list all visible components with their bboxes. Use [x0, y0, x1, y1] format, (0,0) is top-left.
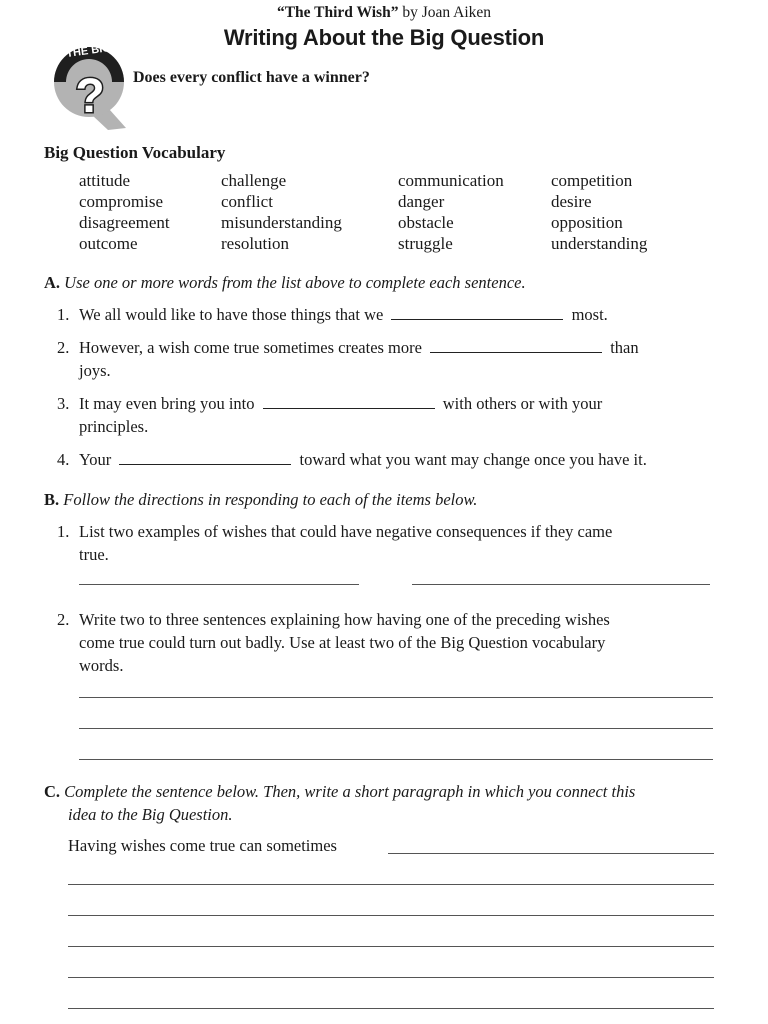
vocab-word: misunderstanding: [221, 213, 342, 232]
answer-line[interactable]: [79, 728, 713, 729]
vocab-word: opposition: [551, 213, 623, 232]
vocab-word: attitude: [79, 171, 130, 190]
section-c-directions: [44, 780, 734, 826]
answer-line[interactable]: [68, 884, 714, 885]
section-c-directions-text: Complete the sentence below. Then, write a short paragraph in which you connect this: [64, 782, 636, 801]
item-number: 2.: [57, 338, 70, 357]
section-b-item-1: [57, 520, 612, 566]
story-title: “The Third Wish”: [276, 4, 399, 21]
answer-line[interactable]: [388, 853, 714, 854]
item-number: 1.: [57, 305, 70, 324]
item-text: List two examples of wishes that could have negative consequences if they came: [79, 522, 613, 541]
big-question-logo-icon: [46, 30, 132, 130]
vocab-word: compromise: [79, 192, 164, 211]
section-a-directions-text: Use one or more words from the list above to complete each sentence.: [64, 273, 526, 292]
vocab-word: desire: [551, 192, 592, 211]
item-number: 4.: [57, 450, 70, 469]
item-number: 2.: [57, 610, 70, 629]
item-number: 3.: [57, 394, 70, 413]
vocab-word: obstacle: [398, 213, 454, 232]
section-c-prompt: Having wishes come true can sometimes: [68, 836, 337, 855]
section-a-letter: A.: [44, 273, 61, 292]
section-b-item-2: [57, 608, 610, 677]
vocab-word: conflict: [221, 192, 273, 211]
answer-line[interactable]: [68, 1008, 714, 1009]
section-b-directions-text: Follow the directions in responding to each of the items below.: [63, 490, 478, 509]
story-line: [0, 4, 768, 22]
vocab-word: danger: [398, 192, 445, 211]
section-b-letter: B.: [44, 490, 60, 509]
page-title: Writing About the Big Question: [223, 25, 545, 50]
section-a-item-1: [57, 303, 608, 326]
logo-text: THE BIG: [65, 41, 112, 61]
section-c-letter: C.: [44, 782, 61, 801]
item-text: than: [610, 338, 639, 357]
item-text-continued: come true could turn out badly. Use at least two of the Big Question vocabulary: [79, 633, 606, 652]
item-text-continued: principles.: [79, 417, 149, 436]
section-a-directions: [44, 273, 526, 293]
item-number: 1.: [57, 522, 70, 541]
answer-line[interactable]: [68, 946, 714, 947]
answer-line[interactable]: [68, 977, 714, 978]
section-a-item-4: [57, 448, 647, 471]
item-text: most.: [571, 305, 608, 324]
vocab-word: communication: [398, 171, 504, 190]
answer-blank[interactable]: [430, 338, 602, 353]
answer-line[interactable]: [412, 584, 710, 585]
vocab-word: outcome: [79, 234, 138, 253]
item-text: However, a wish come true sometimes creates more: [79, 338, 422, 357]
answer-blank[interactable]: [391, 305, 563, 320]
item-text: Your: [79, 450, 112, 469]
vocab-word: struggle: [398, 234, 453, 253]
answer-line[interactable]: [79, 584, 359, 585]
item-text-continued: words.: [79, 656, 124, 675]
logo-question-mark: ?: [75, 70, 105, 123]
item-text: We all would like to have those things that we: [79, 305, 384, 324]
section-c-directions-text: idea to the Big Question.: [68, 805, 233, 824]
vocab-word: understanding: [551, 234, 648, 253]
section-b-directions: [44, 490, 477, 510]
item-text: Write two to three sentences explaining how having one of the preceding wishes: [79, 610, 610, 629]
vocab-word: competition: [551, 171, 633, 190]
item-text-continued: joys.: [79, 361, 111, 380]
section-a-item-2: [57, 336, 639, 382]
vocab-word: challenge: [221, 171, 287, 190]
item-text-continued: true.: [79, 545, 109, 564]
answer-line[interactable]: [68, 915, 714, 916]
answer-line[interactable]: [79, 759, 713, 760]
answer-line[interactable]: [79, 697, 713, 698]
big-question: Does every conflict have a winner?: [133, 69, 370, 86]
section-a-item-3: [57, 392, 602, 438]
answer-blank[interactable]: [263, 394, 435, 409]
story-author: by Joan Aiken: [402, 4, 492, 21]
item-text: with others or with your: [442, 394, 603, 413]
vocabulary-heading: Big Question Vocabulary: [44, 143, 226, 162]
answer-blank[interactable]: [119, 450, 291, 465]
vocab-word: resolution: [221, 234, 289, 253]
vocab-word: disagreement: [79, 213, 170, 232]
item-text: toward what you want may change once you have it.: [299, 450, 647, 469]
item-text: It may even bring you into: [79, 394, 255, 413]
